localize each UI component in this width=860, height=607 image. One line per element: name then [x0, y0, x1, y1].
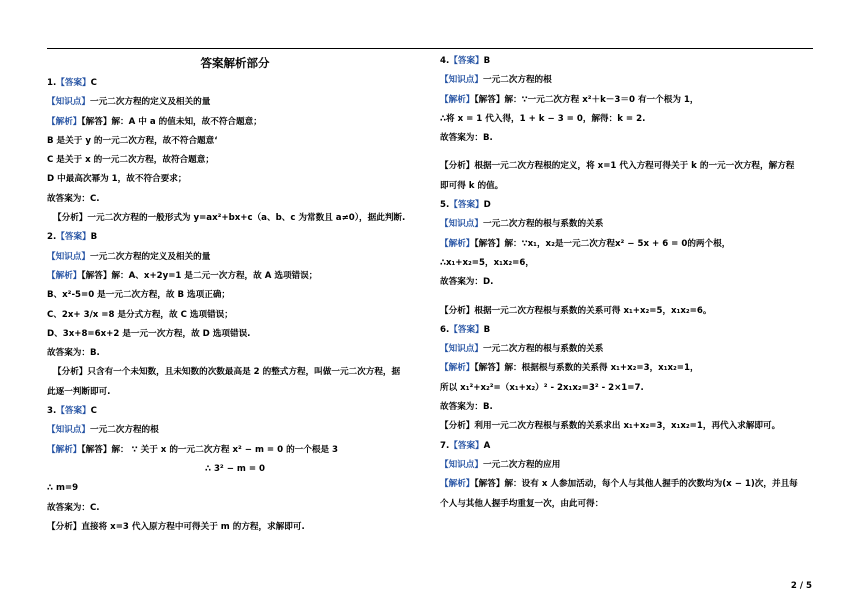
line-text: 【分析】一元二次方程的一般形式为 y=ax²+bx+c（a、b、c 为常数且 a≠0），据此判断. [53, 213, 406, 224]
tagged-line [440, 215, 812, 234]
answer-label: 【答案】 [449, 440, 484, 451]
tagged-line [440, 475, 812, 494]
answer-label: 【答案】 [56, 406, 91, 417]
section-tag: 【知识点】 [440, 459, 483, 470]
line-text: 【解答】解：∵x₁，x₂是一元二次方程x² − 5x + 6 = 0的两个根， [474, 238, 731, 249]
line-text: 【解答】解：A、x+2y=1 是二元一次方程，故 A 选项错误； [81, 270, 318, 281]
section-tag: 【解析】 [440, 363, 475, 374]
answer-label: 【答案】 [56, 78, 91, 88]
text-line [47, 151, 423, 170]
text-line [47, 479, 423, 498]
text-line [440, 177, 812, 196]
line-text: 一元二次方程的定义及相关的量 [89, 97, 211, 108]
text-line [440, 254, 812, 273]
text-line [47, 209, 423, 228]
line-text: 一元二次方程的根与系数的关系 [482, 344, 604, 355]
answer-value: B [483, 56, 491, 66]
line-text: 【分析】直接将 x=3 代入原方程中可得关于 m 的方程，求解即可. [47, 521, 305, 532]
section-tag: 【知识点】 [440, 219, 483, 230]
section-tag: 【知识点】 [47, 97, 90, 108]
line-text: ∴x₁+x₂=5，x₁x₂=6， [440, 257, 534, 268]
line-text: 【解答】解： ∵ 关于 x 的一元二次方程 x² − m = 0 的一个根是 3 [81, 444, 339, 455]
question-number: 7. [440, 440, 450, 451]
text-line [47, 344, 423, 363]
line-text: 一元二次方程的根 [89, 425, 159, 436]
question-number: 5. [440, 200, 450, 211]
line-text: 【解答】解：设有 x 人参加活动，每个人与其他人握手的次数均为(x − 1)次，并且每 [474, 479, 798, 490]
question-number: 2. [47, 232, 57, 243]
line-text: 故答案为：B. [47, 348, 100, 359]
spacer [440, 148, 812, 157]
section-tag: 【知识点】 [440, 75, 483, 86]
header-rule [47, 48, 813, 49]
text-line [47, 170, 423, 189]
line-text: D、3x+8=6x+2 是一元一次方程，故 D 选项错误. [47, 328, 251, 339]
text-line [47, 499, 423, 518]
line-text: ∴ m=9 [47, 483, 79, 494]
line-text: 一元二次方程的根 [482, 75, 552, 86]
tagged-line [47, 267, 423, 286]
line-text: 一元二次方程的应用 [482, 459, 561, 470]
right-column [440, 52, 812, 514]
line-text: 个人与其他人握手均重复一次，由此可得： [440, 498, 604, 509]
line-text: 故答案为：B. [440, 133, 493, 144]
tagged-line [440, 235, 812, 254]
line-text: 【解答】解：根据根与系数的关系得 x₁+x₂=3，x₁x₂=1， [474, 363, 699, 374]
text-line [440, 273, 812, 292]
tagged-line [440, 71, 812, 90]
left-column [47, 52, 423, 537]
answer-line [47, 228, 423, 247]
text-line [440, 495, 812, 514]
text-line [47, 460, 423, 479]
answer-label: 【答案】 [449, 56, 484, 66]
section-tag: 【知识点】 [47, 425, 90, 436]
answer-value: C [90, 406, 97, 417]
answer-label: 【答案】 [56, 232, 91, 243]
answer-line [440, 437, 812, 456]
answer-line [47, 74, 423, 93]
tagged-line [47, 248, 423, 267]
text-line [440, 157, 812, 176]
line-text: C、2x+ 3/x =8 是分式方程，故 C 选项错误； [47, 309, 233, 320]
line-text: 故答案为：C. [47, 502, 100, 513]
answer-label: 【答案】 [449, 324, 484, 335]
line-text: 故答案为：B. [440, 402, 493, 413]
line-text: 一元二次方程的定义及相关的量 [89, 251, 211, 262]
line-text: 所以 x₁²+x₂²=（x₁+x₂）² - 2x₁x₂=3² - 2×1=7. [440, 382, 644, 393]
question-number: 1. [47, 78, 57, 88]
line-text: 【分析】利用一元二次方程根与系数的关系求出 x₁+x₂=3，x₁x₂=1，再代入求解即可。 [440, 421, 781, 432]
section-tag: 【解析】 [440, 94, 475, 105]
text-line [47, 325, 423, 344]
text-line [440, 110, 812, 129]
answer-value: B [90, 232, 98, 243]
answer-line [440, 196, 812, 215]
answer-value: D [483, 200, 491, 211]
line-text: 故答案为：D. [440, 277, 494, 288]
text-line [440, 379, 812, 398]
text-line [440, 302, 812, 321]
section-tag: 【知识点】 [47, 251, 90, 262]
line-text: 一元二次方程的根与系数的关系 [482, 219, 604, 230]
section-tag: 【解析】 [47, 270, 82, 281]
text-line [47, 190, 423, 209]
text-line [47, 286, 423, 305]
page-number: 2 / 5 [790, 581, 812, 591]
section-tag: 【解析】 [440, 479, 475, 490]
tagged-line [47, 93, 423, 112]
answer-value: A [483, 440, 491, 451]
tagged-line [47, 113, 423, 132]
right-lines [440, 52, 812, 514]
text-line [47, 383, 423, 402]
tagged-line [440, 340, 812, 359]
line-text: ∴ 3² − m = 0 [204, 463, 266, 474]
section-tag: 【解析】 [440, 238, 475, 249]
line-text: 【分析】根据一元二次方程根与系数的关系可得 x₁+x₂=5，x₁x₂=6。 [440, 305, 712, 316]
tagged-line [440, 91, 812, 110]
tagged-line [47, 441, 423, 460]
line-text: 故答案为：C. [47, 193, 100, 204]
tagged-line [440, 359, 812, 378]
text-line [47, 518, 423, 537]
page-title: 答案解析部分 [200, 56, 270, 70]
line-text: ∴将 x = 1 代入得，1 + k − 3 = 0，解得：k = 2. [440, 113, 646, 124]
text-line [47, 306, 423, 325]
answer-value: C [90, 78, 97, 88]
section-tag: 【解析】 [47, 116, 82, 127]
line-text: 即可得 k 的值。 [440, 180, 504, 191]
line-text: 【分析】根据一元二次方程根的定义，将 x=1 代入方程可得关于 k 的一元一次方程，解方程 [440, 161, 795, 172]
line-text: 此逐一判断即可. [47, 386, 111, 397]
line-text: B 是关于 y 的一元二次方程，故不符合题意‘ [47, 135, 218, 146]
line-text: 【解答】解：A 中 a 的值未知，故不符合题意； [81, 116, 262, 127]
spacer [440, 293, 812, 302]
tagged-line [47, 421, 423, 440]
answer-line [440, 52, 812, 71]
text-line [47, 363, 423, 382]
answer-label: 【答案】 [449, 200, 484, 211]
text-line [47, 132, 423, 151]
section-tag: 【知识点】 [440, 344, 483, 355]
answer-line [440, 321, 812, 340]
line-text: 【分析】只含有一个未知数，且未知数的次数最高是 2 的整式方程，叫做一元二次方程，据 [53, 367, 401, 378]
answer-line [47, 402, 423, 421]
text-line [440, 129, 812, 148]
line-text: D 中最高次幂为 1，故不符合要求； [47, 174, 187, 185]
line-text: B、x²-5=0 是一元二次方程，故 B 选项正确； [47, 290, 231, 301]
line-text: C 是关于 x 的一元二次方程，故符合题意； [47, 155, 214, 166]
text-line [440, 398, 812, 417]
question-number: 3. [47, 406, 57, 417]
tagged-line [440, 456, 812, 475]
text-line [440, 417, 812, 436]
left-lines [47, 74, 423, 537]
line-text: 【解答】解：∵一元二次方程 x²＋k－3＝0 有一个根为 1， [474, 94, 699, 105]
section-tag: 【解析】 [47, 444, 82, 455]
question-number: 6. [440, 324, 450, 335]
answer-value: B [483, 324, 491, 335]
question-number: 4. [440, 56, 450, 66]
